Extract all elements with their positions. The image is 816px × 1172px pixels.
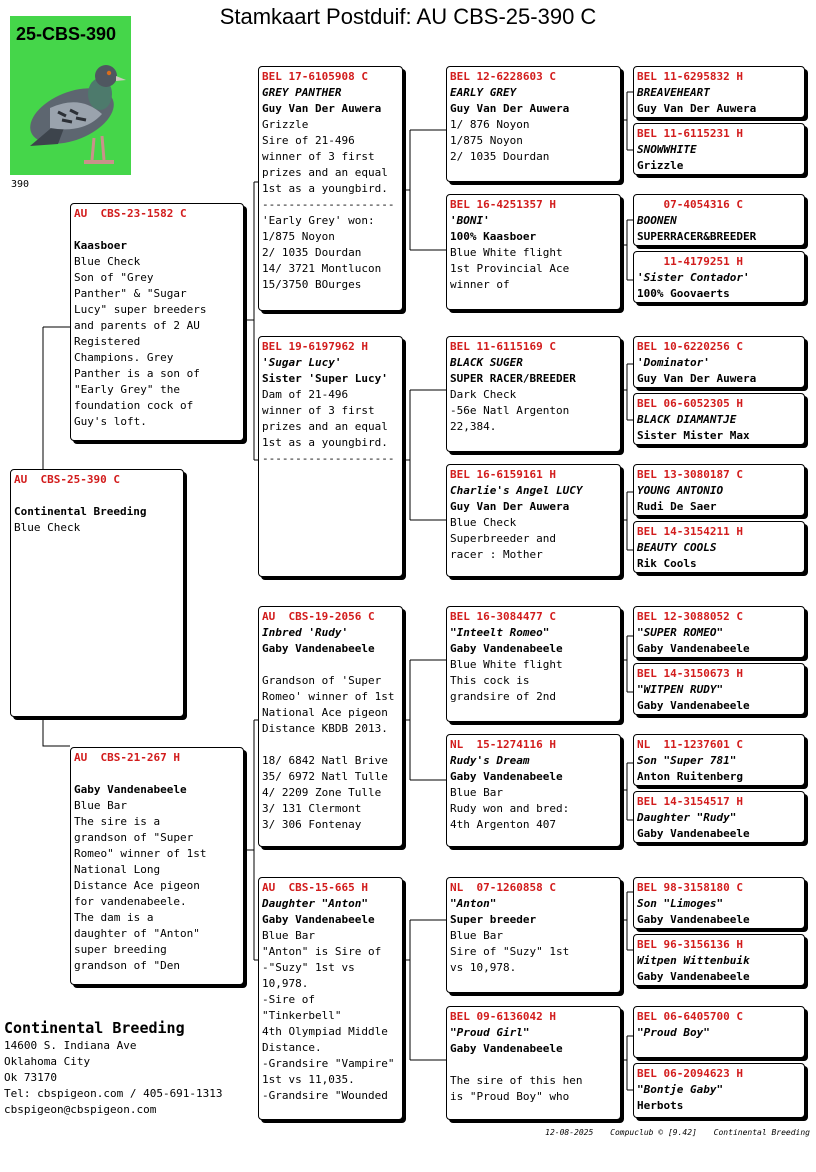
great-grandparent-info [450, 753, 617, 833]
pedigree-text-line: winner of 3 first [262, 404, 375, 417]
sire-info [74, 222, 240, 430]
pedigree-text-line: Sister Mister Max [637, 429, 750, 442]
ggg-info [637, 213, 801, 245]
pedigree-text-line: 22,384. [450, 420, 497, 433]
pedigree-text-line: 4th Olympiad Middle [262, 1025, 388, 1038]
pedigree-text-line: 100% Goovaerts [637, 287, 730, 300]
ggg-info [637, 355, 801, 387]
pedigree-text-line: Super breeder [450, 913, 537, 926]
great-grandparent-info [450, 85, 617, 165]
grandparent-card-2[interactable] [258, 336, 403, 577]
pedigree-text-line: "Bontje Gaby" [637, 1083, 724, 1096]
pedigree-text-line: Grizzle [637, 159, 684, 172]
pedigree-text-line: prizes and an equal [262, 420, 388, 433]
pedigree-text-line: daughter of "Anton" [74, 927, 200, 940]
pedigree-text-line: 3/ 131 Clermont [262, 802, 362, 815]
ggg-info [637, 540, 801, 572]
pedigree-text-line: Sister 'Super Lucy' [262, 372, 388, 385]
subject-ring: AU CBS-25-390 C [14, 473, 120, 486]
pedigree-text-line: This cock is [450, 674, 530, 687]
ggg-info [637, 142, 801, 174]
pedigree-text-line: Daughter "Rudy" [637, 811, 737, 824]
great-grandparent-info [450, 1025, 617, 1105]
pedigree-text-line: 1/875 Noyon [450, 134, 523, 147]
pedigree-text-line [14, 488, 180, 504]
ggg-info [637, 85, 801, 117]
pedigree-text-line: Guy Van Der Auwera [450, 500, 570, 513]
pedigree-text-line: Blue Check [450, 516, 517, 529]
pedigree-text-line: Guy Van Der Auwera [637, 372, 757, 385]
pedigree-text-line: Blue White flight [450, 246, 563, 259]
ggg-ring: BEL 11-6295832 H [637, 70, 743, 83]
pedigree-text-line: Gaby Vandenabeele [637, 699, 750, 712]
pedigree-text-line: GREY PANTHER [262, 86, 342, 99]
pedigree-text-line: Sire of "Suzy" 1st [450, 945, 570, 958]
pedigree-text-line: Herbots [637, 1099, 684, 1112]
great-grandparent-ring: BEL 16-3084477 C [450, 610, 556, 623]
great-grandparent-card-1[interactable] [446, 66, 621, 182]
ggg-ring: BEL 06-2094623 H [637, 1067, 743, 1080]
pedigree-text-line: 4th Argenton 407 [450, 818, 556, 831]
pedigree-text-line: Blue Bar [450, 786, 503, 799]
owner-phone: Tel: cbspigeon.com / 405-691-1313 [4, 1087, 223, 1100]
ggg-card-15[interactable] [633, 1006, 805, 1058]
pedigree-text-line: 4/ 2209 Zone Tulle [262, 786, 382, 799]
grandparent-info [262, 625, 399, 833]
pedigree-text-line: 15/3750 BOurges [262, 278, 362, 291]
footer-owner: Continental Breeding [713, 1128, 810, 1137]
pedigree-text-line: -Grandsire "Wounded [262, 1089, 388, 1102]
ggg-card-4[interactable] [633, 251, 805, 303]
ggg-info [637, 753, 801, 785]
pedigree-text-line: Dark Check [450, 388, 517, 401]
footer-software: Compuclub © [9.42] [610, 1128, 697, 1137]
pedigree-text-line: 1st as a youngbird. [262, 436, 388, 449]
ggg-card-9[interactable] [633, 606, 805, 658]
ggg-info [637, 1082, 801, 1114]
pedigree-text-line: Rudy won and bred: [450, 802, 570, 815]
ggg-ring: BEL 14-3154517 H [637, 795, 743, 808]
pedigree-text-line: Blue Bar [262, 929, 315, 942]
pedigree-text-line: -------------------- [262, 198, 395, 211]
ggg-info [637, 270, 801, 302]
pedigree-text-line: 'Sugar Lucy' [262, 356, 342, 369]
ggg-ring: 11-4179251 H [637, 255, 743, 268]
pedigree-text-line: Rik Cools [637, 557, 697, 570]
great-grandparent-info [450, 213, 617, 293]
pedigree-text-line: super breeding [74, 943, 167, 956]
great-grandparent-card-7[interactable] [446, 877, 621, 993]
pedigree-text-line: winner of [450, 278, 510, 291]
pedigree-text-line: "WITPEN RUDY" [637, 683, 724, 696]
pedigree-text-line: 1st Provincial Ace [450, 262, 570, 275]
owner-street: 14600 S. Indiana Ave [4, 1039, 137, 1052]
pedigree-text-line: YOUNG ANTONIO [637, 484, 724, 497]
pedigree-text-line: National Ace pigeon [262, 706, 388, 719]
dam-ring: AU CBS-21-267 H [74, 751, 180, 764]
sire-card[interactable] [70, 203, 244, 441]
pedigree-text-line: Gaby Vandenabeele [450, 1042, 563, 1055]
great-grandparent-ring: BEL 11-6115169 C [450, 340, 556, 353]
pedigree-text-line [262, 657, 399, 673]
ggg-card-3[interactable] [633, 194, 805, 246]
pedigree-text-line: "Proud Girl" [450, 1026, 530, 1039]
pedigree-text-line: -------------------- [262, 452, 395, 465]
pedigree-text-line: -Sire of [262, 993, 315, 1006]
pedigree-text-line: Blue White flight [450, 658, 563, 671]
great-grandparent-card-8[interactable] [446, 1006, 621, 1120]
pedigree-text-line: Gaby Vandenabeele [637, 642, 750, 655]
pedigree-text-line: 100% Kaasboer [450, 230, 537, 243]
pedigree-text-line: grandson of "Super [74, 831, 194, 844]
ggg-info [637, 625, 801, 657]
grandparent-info [262, 355, 399, 467]
pedigree-text-line: "Proud Boy" [637, 1026, 710, 1039]
ggg-ring: BEL 12-3088052 C [637, 610, 743, 623]
pedigree-text-line: Romeo" winner of 1st [74, 847, 207, 860]
ggg-card-8[interactable] [633, 521, 805, 573]
page-title: Stamkaart Postduif: AU CBS-25-390 C [219, 4, 597, 29]
page-footer [533, 1128, 810, 1137]
ggg-card-1[interactable] [633, 66, 805, 118]
pedigree-text-line: grandson of "Den [74, 959, 180, 972]
pedigree-text-line: SNOWWHITE [637, 143, 697, 156]
great-grandparent-info [450, 896, 617, 976]
pedigree-text-line: Gaby Vandenabeele [262, 642, 375, 655]
ggg-info [637, 953, 801, 985]
grandparent-card-4[interactable] [258, 877, 403, 1120]
pedigree-text-line: Guy Van Der Auwera [450, 102, 570, 115]
pedigree-text-line: Son of "Grey [74, 271, 154, 284]
pedigree-text-line: SUPERRACER&BREEDER [637, 230, 757, 243]
ggg-ring: BEL 14-3150673 H [637, 667, 743, 680]
pedigree-text-line: "Anton" [450, 897, 497, 910]
ggg-info [637, 483, 801, 515]
pedigree-text-line: Grandson of 'Super [262, 674, 382, 687]
pedigree-text-line: vs 10,978. [450, 961, 517, 974]
ggg-ring: BEL 96-3156136 H [637, 938, 743, 951]
great-grandparent-info [450, 625, 617, 705]
subject-card[interactable] [10, 469, 184, 717]
pedigree-text-line: prizes and an equal [262, 166, 388, 179]
pedigree-text-line: Anton Ruitenberg [637, 770, 743, 783]
pedigree-text-line: Son "Limoges" [637, 897, 724, 910]
great-grandparent-card-2[interactable] [446, 194, 621, 310]
ggg-card-16[interactable] [633, 1063, 805, 1118]
grandparent-ring: BEL 19-6197962 H [262, 340, 368, 353]
ggg-ring: 07-4054316 C [637, 198, 743, 211]
pedigree-text-line: Lucy" super breeders [74, 303, 207, 316]
great-grandparent-card-3[interactable] [446, 336, 621, 452]
ggg-ring: BEL 10-6220256 C [637, 340, 743, 353]
pedigree-text-line: 2/ 1035 Dourdan [262, 246, 362, 259]
pedigree-text-line: Gaby Vandenabeele [262, 913, 375, 926]
owner-address [4, 1018, 223, 1118]
pedigree-text-line: Continental Breeding [14, 505, 147, 518]
pedigree-text-line: Grizzle [262, 118, 309, 131]
pedigree-text-line: Inbred 'Rudy' [262, 626, 349, 639]
pedigree-text-line: Blue Bar [450, 929, 503, 942]
pedigree-text-line: BLACK DIAMANTJE [637, 413, 737, 426]
pedigree-text-line: "Early Grey" the [74, 383, 180, 396]
great-grandparent-ring: NL 07-1260858 C [450, 881, 556, 894]
pedigree-text-line [74, 766, 240, 782]
ggg-ring: BEL 11-6115231 H [637, 127, 743, 140]
pedigree-text-line: Son "Super 781" [637, 754, 737, 767]
pedigree-text-line: Witpen Wittenbuik [637, 954, 750, 967]
pedigree-text-line: Dam of 21-496 [262, 388, 349, 401]
owner-email: cbspigeon@cbspigeon.com [4, 1103, 157, 1116]
great-grandparent-ring: BEL 16-6159161 H [450, 468, 556, 481]
pedigree-text-line [450, 1057, 617, 1073]
pedigree-text-line: The dam is a [74, 911, 154, 924]
pedigree-text-line: The sire of this hen [450, 1074, 583, 1087]
ggg-ring: BEL 06-6052305 H [637, 397, 743, 410]
pedigree-text-line: winner of 3 first [262, 150, 375, 163]
pedigree-text-line: Gaby Vandenabeele [637, 970, 750, 983]
pedigree-text-line: for vandenabeele. [74, 895, 187, 908]
dam-info [74, 766, 240, 974]
pedigree-text-line: is "Proud Boy" who [450, 1090, 570, 1103]
pedigree-text-line [262, 737, 399, 753]
ggg-info [637, 682, 801, 714]
pedigree-text-line: Gaby Vandenabeele [450, 770, 563, 783]
pedigree-text-line: "Inteelt Romeo" [450, 626, 550, 639]
pedigree-text-line: 35/ 6972 Natl Tulle [262, 770, 388, 783]
pedigree-text-line: "Anton" is Sire of [262, 945, 382, 958]
photo-caption: 390 [11, 179, 30, 190]
owner-company: Continental Breeding [4, 1019, 185, 1037]
pedigree-text-line: BEAUTY COOLS [637, 541, 717, 554]
ggg-ring: BEL 06-6405700 C [637, 1010, 743, 1023]
owner-state: Ok 73170 [4, 1071, 57, 1084]
pedigree-text-line: racer : Mother [450, 548, 543, 561]
great-grandparent-card-6[interactable] [446, 734, 621, 847]
pedigree-text-line: EARLY GREY [450, 86, 517, 99]
pedigree-text-line: Guy Van Der Auwera [262, 102, 382, 115]
pedigree-text-line: Daughter "Anton" [262, 897, 368, 910]
footer-date: 12-08-2025 [545, 1128, 594, 1137]
ggg-info [637, 896, 801, 928]
ggg-card-13[interactable] [633, 877, 805, 929]
pedigree-text-line: Blue Check [14, 521, 81, 534]
pedigree-text-line: Panther" & "Sugar [74, 287, 187, 300]
ggg-info [637, 810, 801, 842]
grandparent-info [262, 85, 399, 293]
pedigree-text-line: National Long [74, 863, 161, 876]
pedigree-text-line: Gaby Vandenabeele [450, 642, 563, 655]
pedigree-text-line: "SUPER ROMEO" [637, 626, 724, 639]
ggg-card-7[interactable] [633, 464, 805, 516]
pedigree-text-line: Gaby Vandenabeele [637, 913, 750, 926]
great-grandparent-info [450, 483, 617, 563]
great-grandparent-ring: NL 15-1274116 H [450, 738, 556, 751]
pedigree-text-line: 'Dominator' [637, 356, 710, 369]
ggg-ring: BEL 98-3158180 C [637, 881, 743, 894]
pedigree-text-line: 3/ 306 Fontenay [262, 818, 362, 831]
dam-card[interactable] [70, 747, 244, 985]
pedigree-text-line: Gaby Vandenabeele [74, 783, 187, 796]
pedigree-text-line: The sire is a [74, 815, 161, 828]
pedigree-text-line: BREAVEHEART [637, 86, 710, 99]
pedigree-text-line: 'Early Grey' won: [262, 214, 375, 227]
pedigree-text-line: Blue Check [74, 255, 141, 268]
pedigree-text-line: grandsire of 2nd [450, 690, 556, 703]
pedigree-text-line: BLACK SUGER [450, 356, 523, 369]
pedigree-text-line: Sire of 21-496 [262, 134, 355, 147]
great-grandparent-ring: BEL 12-6228603 C [450, 70, 556, 83]
pedigree-text-line: foundation cock of [74, 399, 194, 412]
pedigree-text-line: SUPER RACER/BREEDER [450, 372, 576, 385]
pedigree-text-line: Superbreeder and [450, 532, 556, 545]
ggg-card-2[interactable] [633, 123, 805, 175]
pedigree-text-line: Charlie's Angel LUCY [450, 484, 583, 497]
great-grandparent-ring: BEL 16-4251357 H [450, 198, 556, 211]
photo-ring-label: 25-CBS-390 [16, 24, 117, 44]
ggg-card-6[interactable] [633, 393, 805, 445]
pedigree-text-line: Registered [74, 335, 141, 348]
pedigree-text-line: 1/875 Noyon [262, 230, 335, 243]
pedigree-text-line: Distance Ace pigeon [74, 879, 200, 892]
pedigree-text-line: Distance. [262, 1041, 322, 1054]
pedigree-text-line: Rudi De Saer [637, 500, 717, 513]
pedigree-text-line: Blue Bar [74, 799, 127, 812]
ggg-ring: BEL 13-3080187 C [637, 468, 743, 481]
grandparent-info [262, 896, 399, 1104]
pedigree-text-line: Panther is a son of [74, 367, 200, 380]
pedigree-text-line: 1/ 876 Noyon [450, 118, 530, 131]
grandparent-ring: AU CBS-15-665 H [262, 881, 368, 894]
pedigree-text-line: Rudy's Dream [450, 754, 530, 767]
ggg-ring: NL 11-1237601 C [637, 738, 743, 751]
ggg-ring: BEL 14-3154211 H [637, 525, 743, 538]
pedigree-text-line: -56e Natl Argenton [450, 404, 570, 417]
pedigree-text-line: 'BONI' [450, 214, 490, 227]
ggg-card-5[interactable] [633, 336, 805, 388]
pedigree-text-line [74, 222, 240, 238]
ggg-info [637, 412, 801, 444]
great-grandparent-card-5[interactable] [446, 606, 621, 722]
pedigree-text-line: Guy Van Der Auwera [637, 102, 757, 115]
pedigree-text-line: 1st as a youngbird. [262, 182, 388, 195]
ggg-card-12[interactable] [633, 791, 805, 843]
ggg-info [637, 1025, 801, 1041]
pedigree-text-line: 10,978. [262, 977, 309, 990]
pedigree-text-line: BOONEN [637, 214, 677, 227]
pedigree-text-line: Gaby Vandenabeele [637, 827, 750, 840]
grandparent-card-1[interactable] [258, 66, 403, 311]
pedigree-text-line: "Tinkerbell" [262, 1009, 342, 1022]
pedigree-text-line: Kaasboer [74, 239, 127, 252]
pedigree-text-line: -Grandsire "Vampire" [262, 1057, 395, 1070]
pedigree-text-line: and parents of 2 AU [74, 319, 200, 332]
pedigree-text-line: Romeo' winner of 1st [262, 690, 395, 703]
pedigree-text-line: 'Sister Contador' [637, 271, 750, 284]
pedigree-text-line: Champions. Grey [74, 351, 174, 364]
sire-ring: AU CBS-23-1582 C [74, 207, 187, 220]
pedigree-text-line: 14/ 3721 Montlucon [262, 262, 382, 275]
grandparent-card-3[interactable] [258, 606, 403, 847]
grandparent-ring: AU CBS-19-2056 C [262, 610, 375, 623]
pedigree-text-line: 18/ 6842 Natl Brive [262, 754, 388, 767]
ggg-card-10[interactable] [633, 663, 805, 715]
subject-info [14, 488, 180, 536]
owner-city: Oklahoma City [4, 1055, 91, 1068]
pedigree-text-line: -"Suzy" 1st vs [262, 961, 355, 974]
great-grandparent-ring: BEL 09-6136042 H [450, 1010, 556, 1023]
grandparent-ring: BEL 17-6105908 C [262, 70, 368, 83]
pedigree-text-line: Distance KBDB 2013. [262, 722, 388, 735]
pedigree-text-line: 1st vs 11,035. [262, 1073, 355, 1086]
pedigree-text-line: Guy's loft. [74, 415, 147, 428]
ggg-card-11[interactable] [633, 734, 805, 786]
pedigree-text-line: 2/ 1035 Dourdan [450, 150, 550, 163]
ggg-card-14[interactable] [633, 934, 805, 986]
great-grandparent-info [450, 355, 617, 435]
great-grandparent-card-4[interactable] [446, 464, 621, 577]
